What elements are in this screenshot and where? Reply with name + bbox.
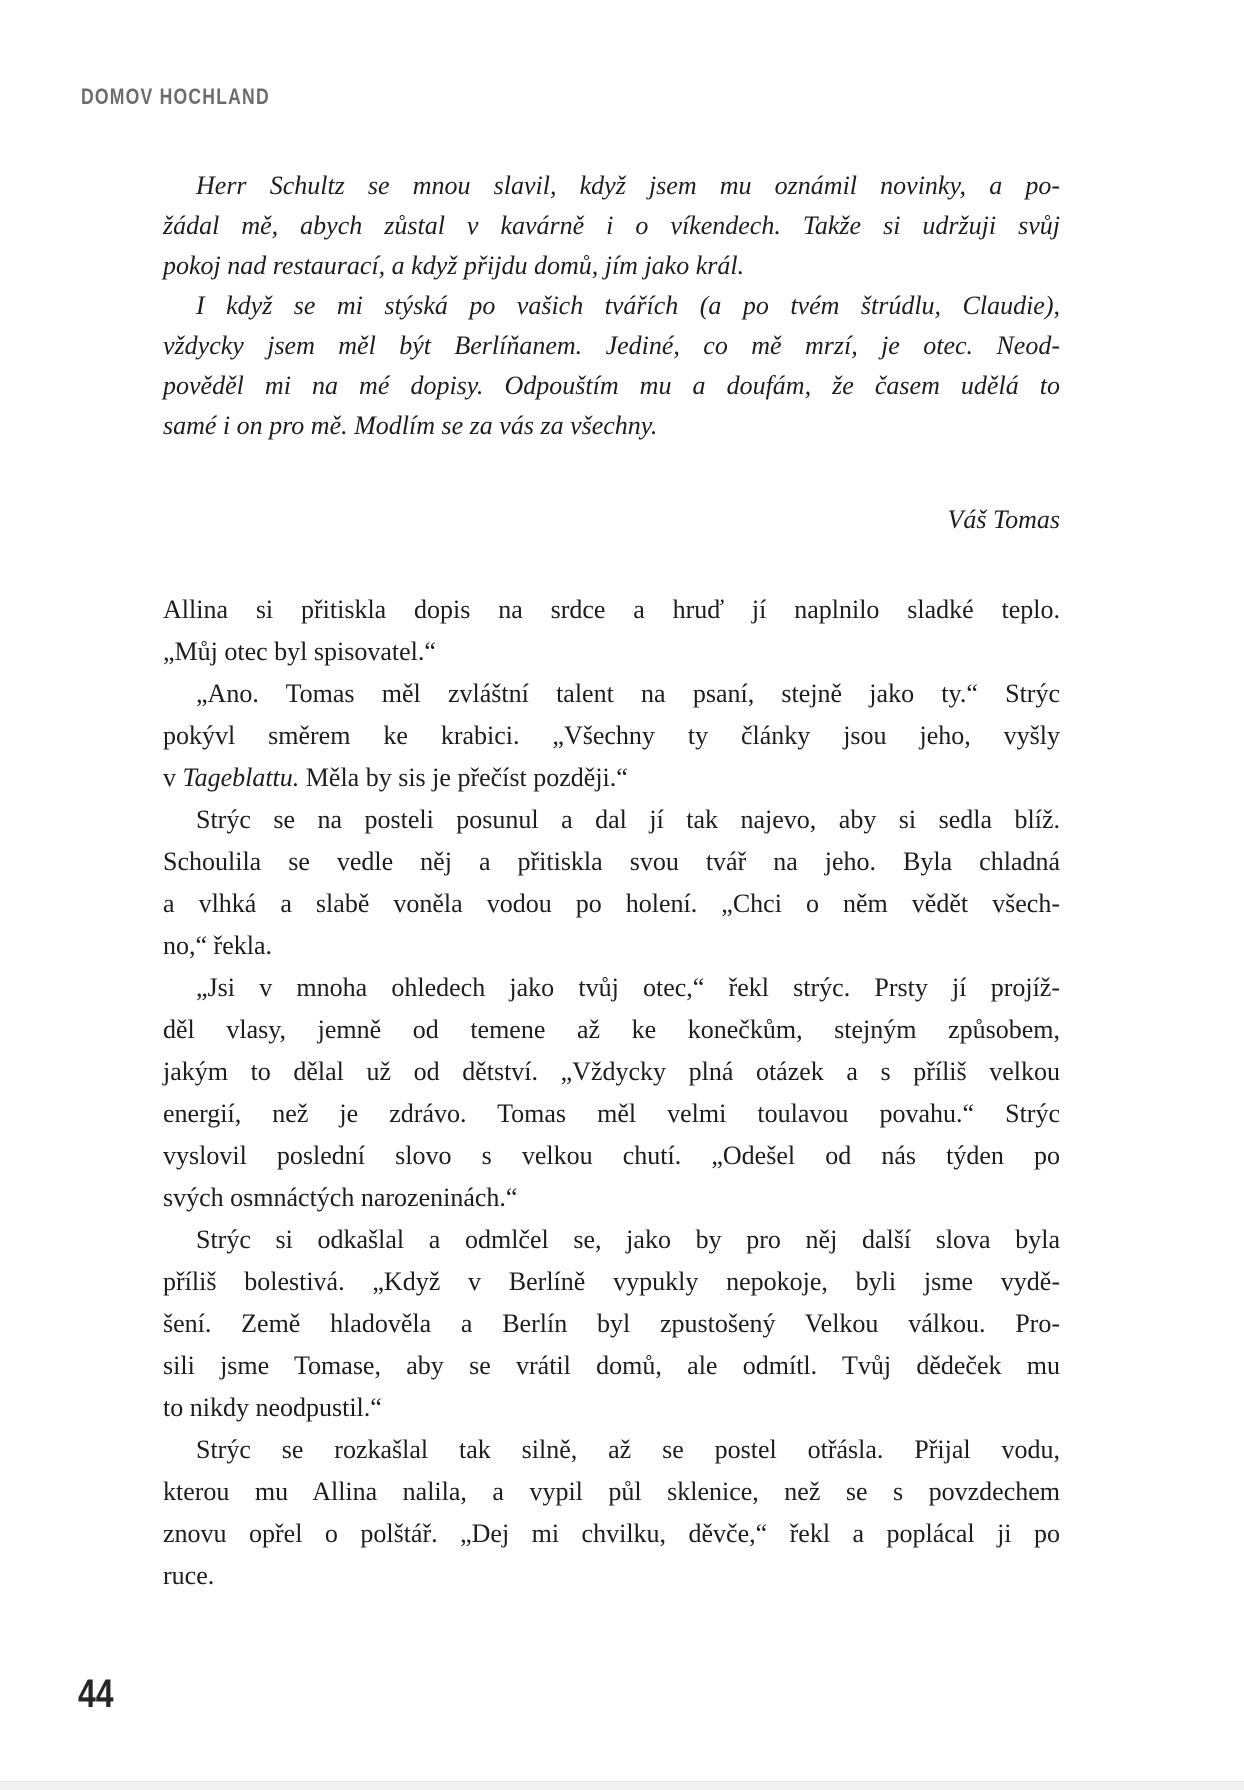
text-line: energií, než je zdrávo. Tomas měl velmi toulavou povahu.“ Strýc [163,1099,1060,1128]
text-line: no,“ řekla. [163,931,273,960]
letter-excerpt [163,166,1060,446]
text-line: „Ano. Tomas měl zvláštní talent na psaní, stejně jako ty.“ Strýc [196,679,1060,708]
text-line: kterou mu Allina nalila, a vypil půl sklenice, než se s povzdechem [163,1477,1060,1506]
running-header: DOMOV HOCHLAND [81,84,270,109]
paragraph [163,589,1060,673]
text-line: znovu opřel o polštář. „Dej mi chvilku, děvče,“ řekl a poplácal ji po [163,1519,1060,1548]
text-line: samé i on pro mě. Modlím se za vás za všechny. [163,411,658,440]
text-line: pověděl mi na mé dopisy. Odpouštím mu a doufám, že časem udělá to [163,371,1060,400]
text-line: I když se mi stýská po vašich tvářích (a po tvém štrúdlu, Claudie), [196,291,1060,320]
text-line: žádal mě, abych zůstal v kavárně i o víkendech. Takže si udržuji svůj [163,211,1060,240]
text-line: Schoulila se vedle něj a přitiskla svou tvář na jeho. Byla chladná [163,847,1060,876]
text-line: Strýc se rozkašlal tak silně, až se postel otřásla. Přijal vodu, [196,1435,1060,1464]
text-line: šení. Země hladověla a Berlín byl zpustošený Velkou válkou. Pro- [163,1309,1060,1338]
text-column [163,166,1060,1597]
page-number: 44 [78,1672,114,1716]
paragraph [163,166,1060,286]
letter-signature: Váš Tomas [947,505,1060,534]
body-text [163,589,1060,1597]
text-line: pokoj nad restaurací, a když přijdu domů, jím jako král. [163,251,745,280]
text-line: „Jsi v mnoha ohledech jako tvůj otec,“ řekl strýc. Prsty jí projíž- [196,973,1060,1002]
text-line: svých osmnáctých narozeninách.“ [163,1183,518,1212]
text-line: ruce. [163,1561,215,1590]
text-line: „Můj otec byl spisovatel.“ [163,637,436,666]
text-line: Herr Schultz se mnou slavil, když jsem mu oznámil novinky, a po- [196,171,1060,200]
text-line: a vlhká a slabě voněla vodou po holení. „Chci o něm vědět všech- [163,889,1060,918]
paragraph [163,1429,1060,1597]
paragraph [163,286,1060,446]
text-line: Strýc se na posteli posunul a dal jí tak najevo, aby si sedla blíž. [196,805,1060,834]
paragraph [163,1219,1060,1429]
text-line: příliš bolestivá. „Když v Berlíně vypukly nepokoje, byli jsme vydě- [163,1267,1060,1296]
text-line: sili jsme Tomase, aby se vrátil domů, ale odmítl. Tvůj dědeček mu [163,1351,1060,1380]
paragraph [163,799,1060,967]
text-line: vyslovil poslední slovo s velkou chutí. „Odešel od nás týden po [163,1141,1060,1170]
text-line: Allina si přitiskla dopis na srdce a hruď jí naplnilo sladké teplo. [163,595,1060,624]
bottom-strip [0,1781,1244,1790]
text-line: vždycky jsem měl být Berlíňanem. Jediné, co mě mrzí, je otec. Neod- [163,331,1060,360]
text-line: pokývl směrem ke krabici. „Všechny ty články jsou jeho, vyšly [163,721,1060,750]
text-line: děl vlasy, jemně od temene až ke konečkům, stejným způsobem, [163,1015,1060,1044]
paragraph [163,673,1060,799]
text-line: v Tageblattu. Měla by sis je přečíst později.“ [163,763,628,792]
paragraph [163,967,1060,1219]
text-line: jakým to dělal už od dětství. „Vždycky plná otázek a s příliš velkou [163,1057,1060,1086]
text-line: to nikdy neodpustil.“ [163,1393,382,1422]
text-line: Strýc si odkašlal a odmlčel se, jako by pro něj další slova byla [196,1225,1060,1254]
